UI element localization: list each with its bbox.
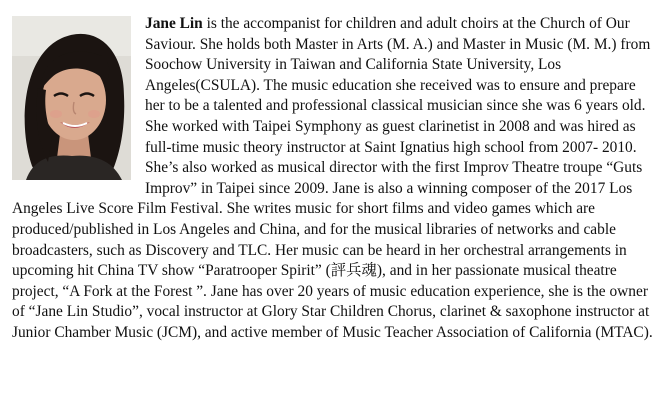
portrait-illustration xyxy=(12,16,131,180)
portrait-photo xyxy=(12,16,131,180)
bio-paragraph xyxy=(12,14,659,344)
bio-name: Jane Lin xyxy=(145,15,203,32)
bio-text: is the accompanist for children and adult choirs at the Church of Our Saviour. She holds both Master in Arts (M. A.) and Master in Music (M. M.) from Soochow University in Taiwan and California State University, Los Angeles(CSULA). The music education she received was to ensure and prepare her to be a talented and professional classical musician since she was 6 years old. She worked with Taipei Symphony as guest clarinetist in 2008 and was hired as full-time music theory instructor at Saint Ignatius high school from 2007- 2010. She’s also worked as musical director with the first Improv Theatre troupe “Guts Improv” in Taipei since 2009. Jane is also a winning composer of the 2017 Los Angeles Live Score Film Festival. She writes music for short films and video games which are produced/published in Los Angeles and China, and for the musical libraries of networks and cable broadcasters, such as Discovery and TLC. Her music can be heard in her orchestral arrangements in upcoming hit China TV show “Paratrooper Spirit” (評兵魂), and in her passionate musical theatre project, “A Fork at the Forest ”. Jane has over 20 years of music education experience, she is the owner of “Jane Lin Studio”, vocal instructor at Glory Star Children Chorus, clarinet & saxophone instructor at Junior Chamber Music (JCM), and active member of Music Teacher Association of California (MTAC). xyxy=(12,15,653,341)
